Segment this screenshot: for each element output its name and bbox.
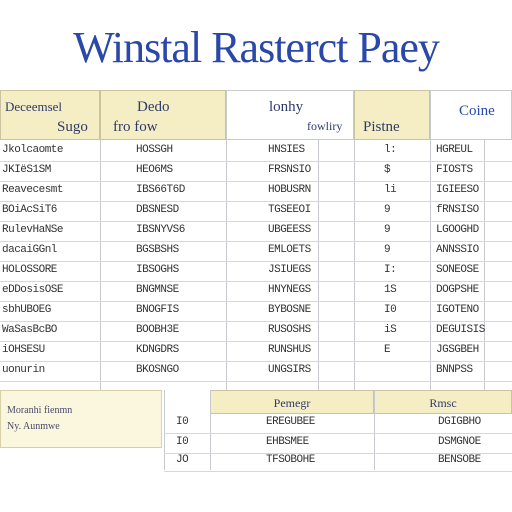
table-cell: 9 <box>384 204 391 216</box>
table-cell: 9 <box>384 244 391 256</box>
table-cell: 1S <box>384 284 397 296</box>
summary-table <box>0 390 512 470</box>
table-cell: BENSOBE <box>438 454 481 466</box>
table-cell: BOOBH3E <box>136 324 179 336</box>
table-cell: IGOTENO <box>436 304 479 316</box>
table-cell: DGIGBHO <box>438 416 481 428</box>
table-cell: JGSGBEH <box>436 344 479 356</box>
table-cell: LGOOGHD <box>436 224 479 236</box>
header-col-5 <box>430 90 512 140</box>
table-cell: I: <box>384 264 397 276</box>
header-col-2 <box>100 90 226 140</box>
table-cell: HNSIES <box>268 144 305 156</box>
table-cell: HEO6MS <box>136 164 173 176</box>
table-cell: l: <box>384 144 397 156</box>
table-cell: HOSSGH <box>136 144 173 156</box>
table-cell: FIOSTS <box>436 164 473 176</box>
table-cell: BNGMNSE <box>136 284 179 296</box>
table-row <box>0 182 512 202</box>
table-cell: JO <box>176 454 189 466</box>
header-col-1 <box>0 90 100 140</box>
table-cell: ANNSSIO <box>436 244 479 256</box>
table-row <box>164 452 512 472</box>
header-col-4 <box>354 90 430 140</box>
header-col-3-top: lonhy <box>269 99 304 115</box>
table-row <box>0 262 512 282</box>
table-cell: WaSasBcBO <box>2 324 57 336</box>
table-cell: DBSNESD <box>136 204 179 216</box>
table-row <box>0 322 512 342</box>
table-cell: fRNSISO <box>436 204 479 216</box>
table-cell: Jkolcaomte <box>2 144 64 156</box>
table-cell: dacaiGGnl <box>2 244 57 256</box>
note-line: Moranhi fienmn <box>7 405 73 416</box>
table-cell: JKIëS1SM <box>2 164 51 176</box>
table-cell: HNYNEGS <box>268 284 311 296</box>
table-cell: IBSNYVS6 <box>136 224 185 236</box>
table-cell: BNNPSS <box>436 364 473 376</box>
table-cell: HOLOSSORE <box>2 264 57 276</box>
table-cell: 9 <box>384 224 391 236</box>
table-cell: Reavecesmt <box>2 184 64 196</box>
header-col-2-top: Dedo <box>137 99 170 115</box>
table-cell: RUSOSHS <box>268 324 311 336</box>
table-cell: IBSOGHS <box>136 264 179 276</box>
table-row <box>0 342 512 362</box>
table-cell: TFSOBOHE <box>266 454 315 466</box>
table-cell: I0 <box>176 436 189 448</box>
table-cell: iOHSESU <box>2 344 45 356</box>
page-title: Winstal Rasterct Paey <box>73 23 439 72</box>
header-col-5-top: Coine <box>459 103 495 119</box>
table-cell: BGSBSHS <box>136 244 179 256</box>
rates-table <box>0 90 512 390</box>
table-cell: TGSEEOI <box>268 204 311 216</box>
table-cell: KDNGDRS <box>136 344 179 356</box>
header-col-4-bottom: Pistne <box>363 119 400 135</box>
table-cell: I0 <box>176 416 189 428</box>
table-cell: UNGSIRS <box>268 364 311 376</box>
table-cell: $ <box>384 164 391 176</box>
table-cell: SONEOSE <box>436 264 479 276</box>
table-cell: li <box>384 184 397 196</box>
table-cell: HOBUSRN <box>268 184 311 196</box>
table-cell: BYBOSNE <box>268 304 311 316</box>
table-row <box>0 202 512 222</box>
table-cell: BOiAcSiT6 <box>2 204 57 216</box>
table-cell: EMLOETS <box>268 244 311 256</box>
table-cell: iS <box>384 324 397 336</box>
table-cell: IBS66T6D <box>136 184 185 196</box>
summary-header-1: Pemegr <box>210 390 374 414</box>
table-cell: uonurin <box>2 364 45 376</box>
table-cell: RulevHaNSe <box>2 224 64 236</box>
table-cell: sbhUBOEG <box>2 304 51 316</box>
table-row <box>0 302 512 322</box>
table-cell: IGIEESO <box>436 184 479 196</box>
table-row <box>0 242 512 262</box>
table-cell: BKOSNGO <box>136 364 179 376</box>
table-cell: DEGUISIS <box>436 324 485 336</box>
table-cell: RUNSHUS <box>268 344 311 356</box>
table-cell: UBGEESS <box>268 224 311 236</box>
header-col-3-bottom: fowliry <box>307 119 343 133</box>
header-col-1-bottom: Sugo <box>57 119 88 135</box>
table-cell: eDDosisOSE <box>2 284 64 296</box>
table-cell: EHBSMEE <box>266 436 309 448</box>
table-row <box>0 222 512 242</box>
header-col-2-bottom: fro fow <box>113 119 158 135</box>
table-cell: EREGUBEE <box>266 416 315 428</box>
table-cell: FRSNSIO <box>268 164 311 176</box>
note-line: Ny. Aunmwe <box>7 421 60 432</box>
table-cell: HGREUL <box>436 144 473 156</box>
table-row <box>164 434 512 454</box>
table-row <box>0 362 512 382</box>
table-cell: BNOGFIS <box>136 304 179 316</box>
table-row <box>0 282 512 302</box>
table-cell: E <box>384 344 391 356</box>
table-cell: JSIUEGS <box>268 264 311 276</box>
table-cell: DSMGNOE <box>438 436 481 448</box>
table-row <box>0 162 512 182</box>
header-col-1-top: Deceemsel <box>5 99 63 114</box>
table-cell: I0 <box>384 304 397 316</box>
table-cell: DOGPSHE <box>436 284 479 296</box>
table-row <box>0 142 512 162</box>
note-box <box>0 390 162 448</box>
header-col-3 <box>226 90 354 140</box>
summary-header-2: Rmsc <box>374 390 512 414</box>
table-row <box>164 414 512 434</box>
